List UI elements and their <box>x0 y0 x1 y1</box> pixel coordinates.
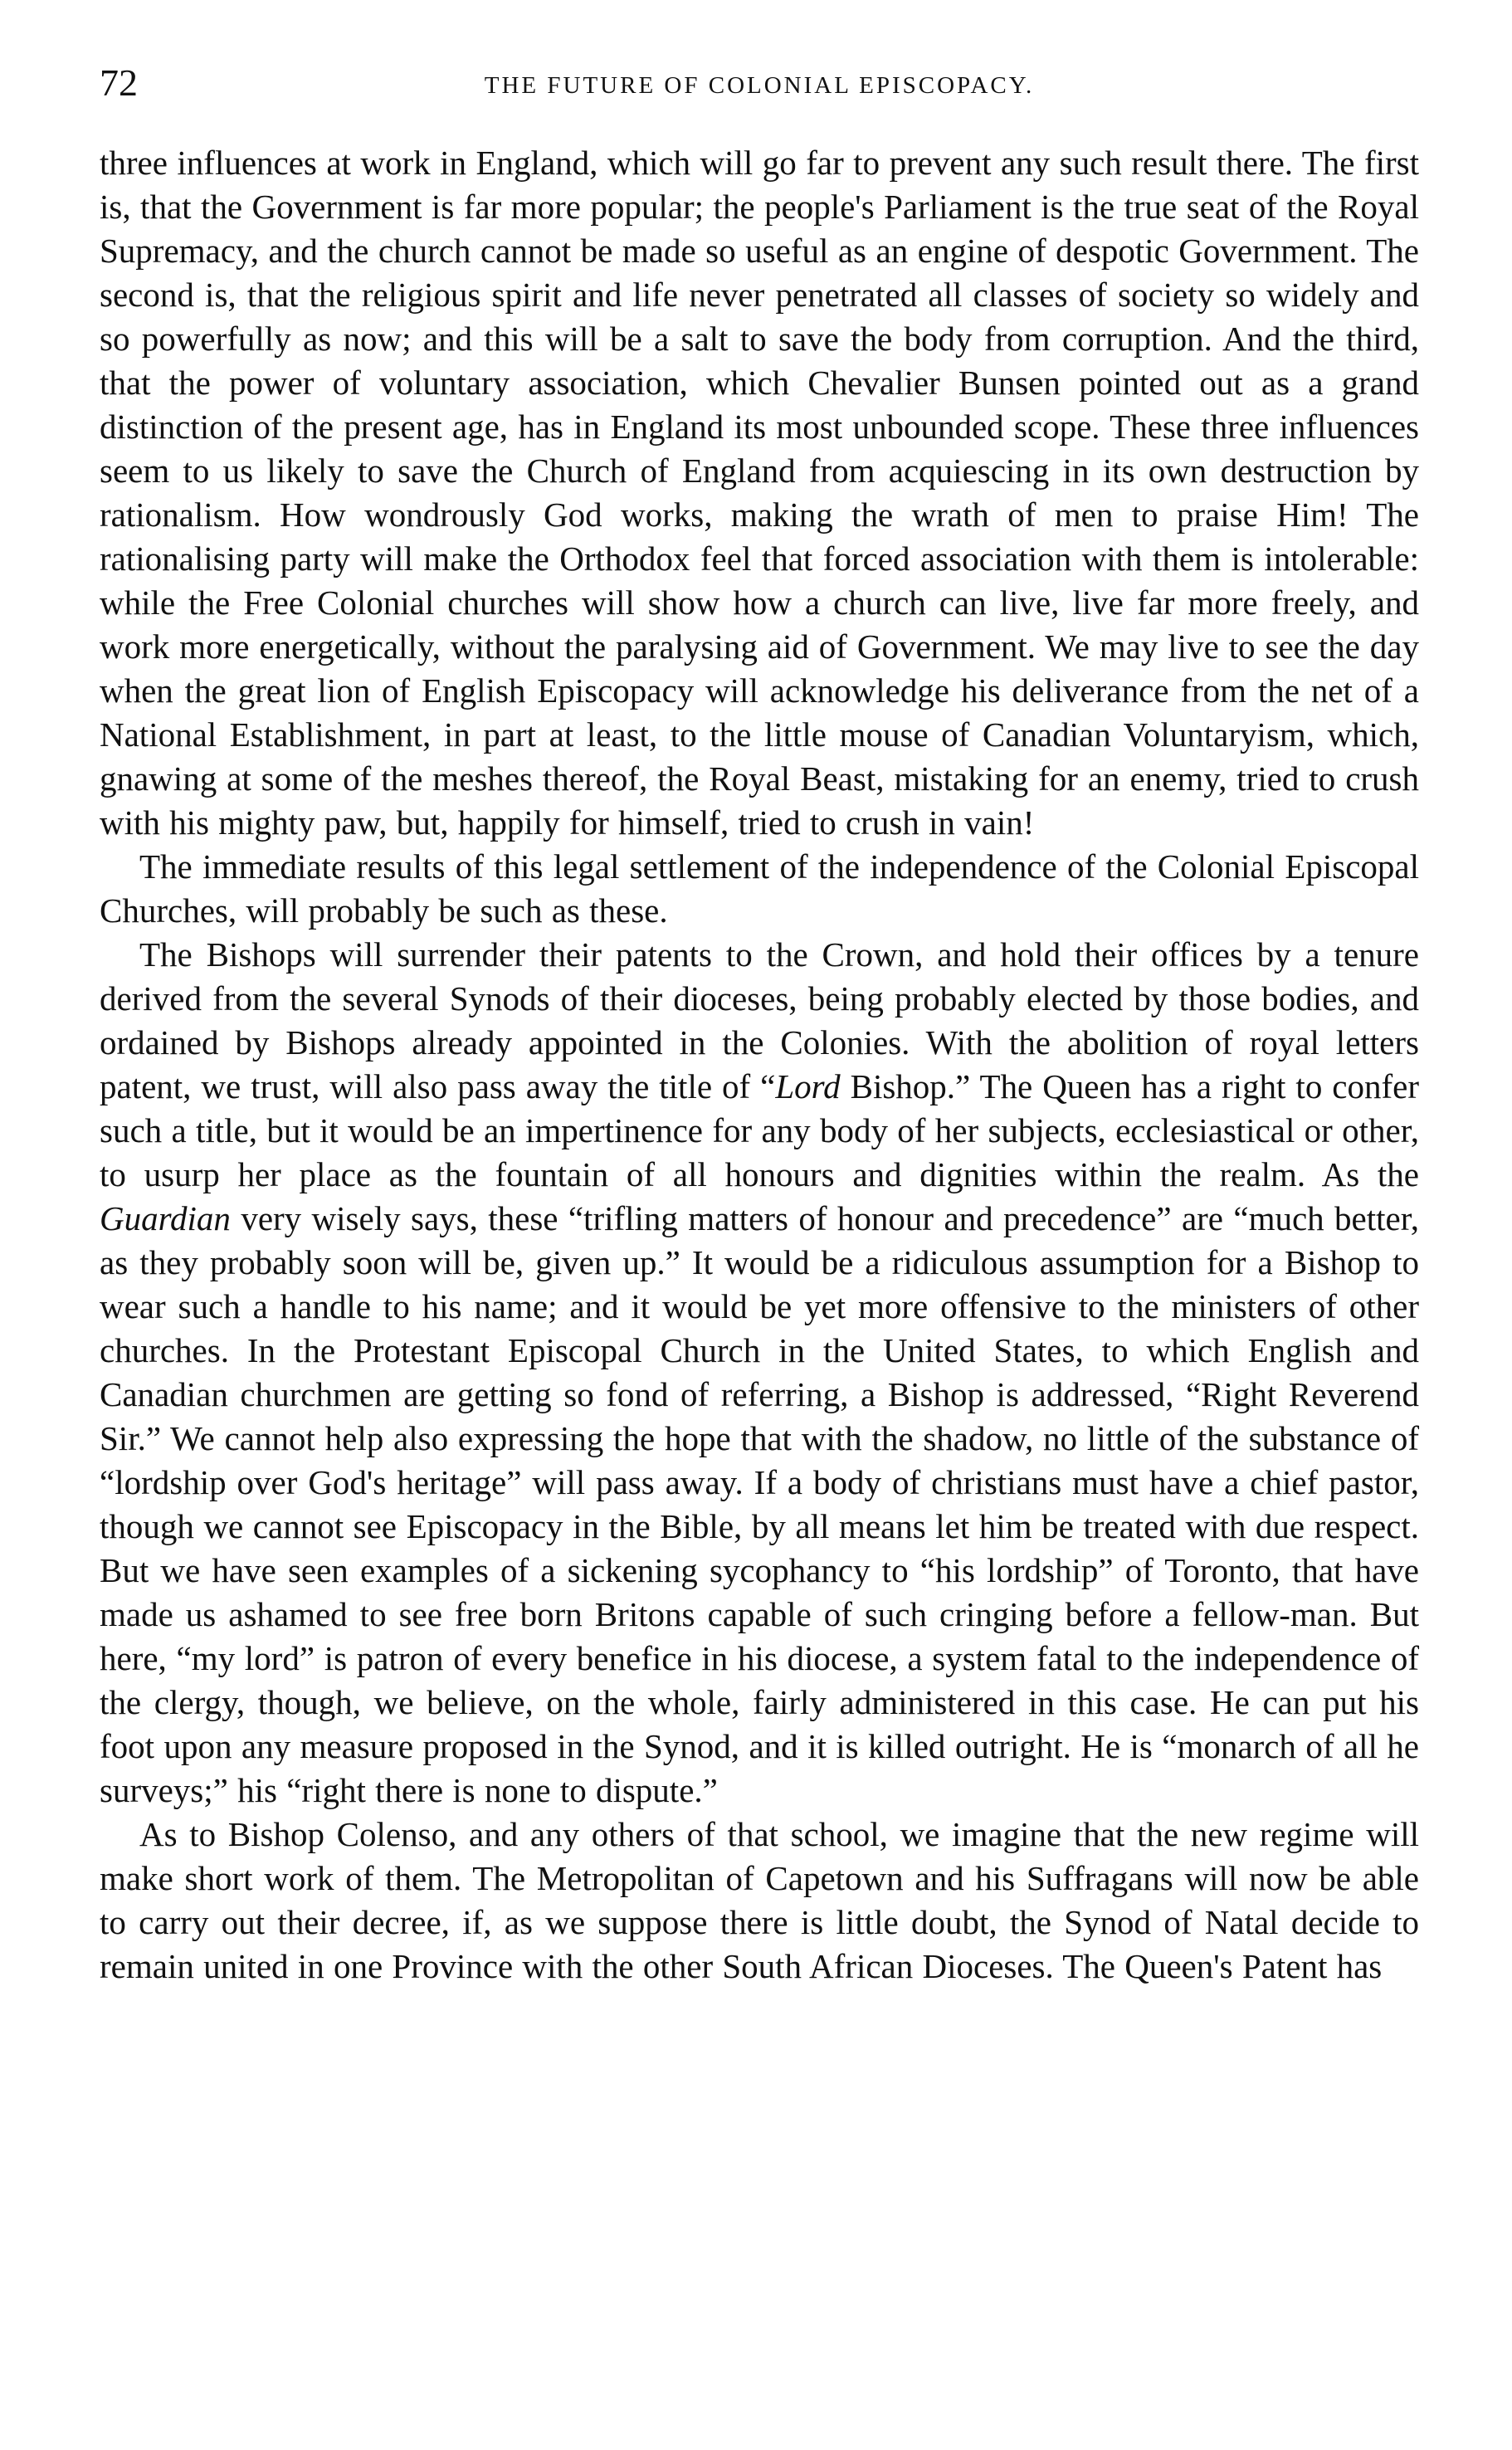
running-header <box>100 58 1419 116</box>
italic-lord: Lord <box>775 1067 841 1105</box>
body-text <box>100 141 1419 1989</box>
paragraph-colenso: As to Bishop Colenso, and any others of that school, we imagine that the new regime will make short work of them. The Metropolitan of Capetown and his Suffragans will now be able to carry out their decree, if, as we suppose there is little doubt, the Synod of Natal decide to remain united in one Province with the other South African Dioceses. The Queen's Patent has <box>100 1815 1419 1985</box>
paragraph-bishops-part-2: Bishop.” The Queen has a right to confer such a title, but it would be an impertinence for any body of her subjects, ecclesiastical or other, to usurp her place as the fountain of all honours and dignities within the realm. As the <box>100 1067 1419 1193</box>
running-title: THE FUTURE OF COLONIAL EPISCOPACY. <box>484 72 1035 99</box>
paragraph-bishops <box>100 933 1419 1813</box>
paragraph-bishops-part-1: The Bishops will surrender their patents to the Crown, and hold their offices by a tenure derived from the several Synods of their dioceses, being probably elected by those bodies, and ordained by Bishops already appointed in the Colonies. With the abolition of royal letters patent, we trust, will also pass away the title of “ <box>100 935 1419 1105</box>
page-number: 72 <box>100 61 138 104</box>
paragraph-immediate-results: The immediate results of this legal settlement of the independence of the Colonial Episcopal Churches, will probably be such as these. <box>100 847 1419 930</box>
book-page <box>100 58 1419 1989</box>
italic-guardian: Guardian <box>100 1199 231 1237</box>
paragraph-bishops-part-3: very wisely says, these “trifling matters of honour and precedence” are “much better, as they probably soon will be, given up.” It would be a ridiculous assumption for a Bishop to wear such a handle to his name; and it would be yet more offensive to the ministers of other churches. In the Protestant Episcopal Church in the United States, to which English and Canadian churchmen are getting so fond of referring, a Bishop is addressed, “Right Reverend Sir.” We cannot help also expressing the hope that with the shadow, no little of the substance of “lordship over God's heritage” will pass away. If a body of christians must have a chief pastor, though we cannot see Episcopacy in the Bible, by all means let him be treated with due respect. But we have seen examples of a sickening sycophancy to “his lordship” of Toronto, that have made us ashamed to see free born Britons capable of such cringing before a fellow-man. But here, “my lord” is patron of every benefice in his diocese, a system fatal to the independence of the clergy, though, we believe, on the whole, fairly administered in this case. He can put his foot upon any measure proposed in the Synod, and it is killed outright. He is “monarch of all he surveys;” his “right there is none to dispute.” <box>100 1199 1419 1809</box>
paragraph-continuation: three influences at work in England, which will go far to prevent any such result there. The first is, that the Government is far more popular; the people's Parliament is the true seat of the Royal Supremacy, and the church cannot be made so useful as an engine of despotic Government. The second is, that the religious spirit and life never penetrated all classes of society so widely and so powerfully as now; and this will be a salt to save the body from corruption. And the third, that the power of voluntary association, which Chevalier Bunsen pointed out as a grand distinction of the present age, has in England its most unbounded scope. These three influences seem to us likely to save the Church of England from acquiescing in its own destruction by rationalism. How wondrously God works, making the wrath of men to praise Him! The rationalising party will make the Orthodox feel that forced association with them is intolerable: while the Free Colonial churches will show how a church can live, live far more freely, and work more energetically, without the paralysing aid of Government. We may live to see the day when the great lion of English Episcopacy will acknowledge his deliverance from the net of a National Establishment, in part at least, to the little mouse of Canadian Voluntaryism, which, gnawing at some of the meshes thereof, the Royal Beast, mistaking for an enemy, tried to crush with his mighty paw, but, happily for himself, tried to crush in vain! <box>100 144 1419 842</box>
